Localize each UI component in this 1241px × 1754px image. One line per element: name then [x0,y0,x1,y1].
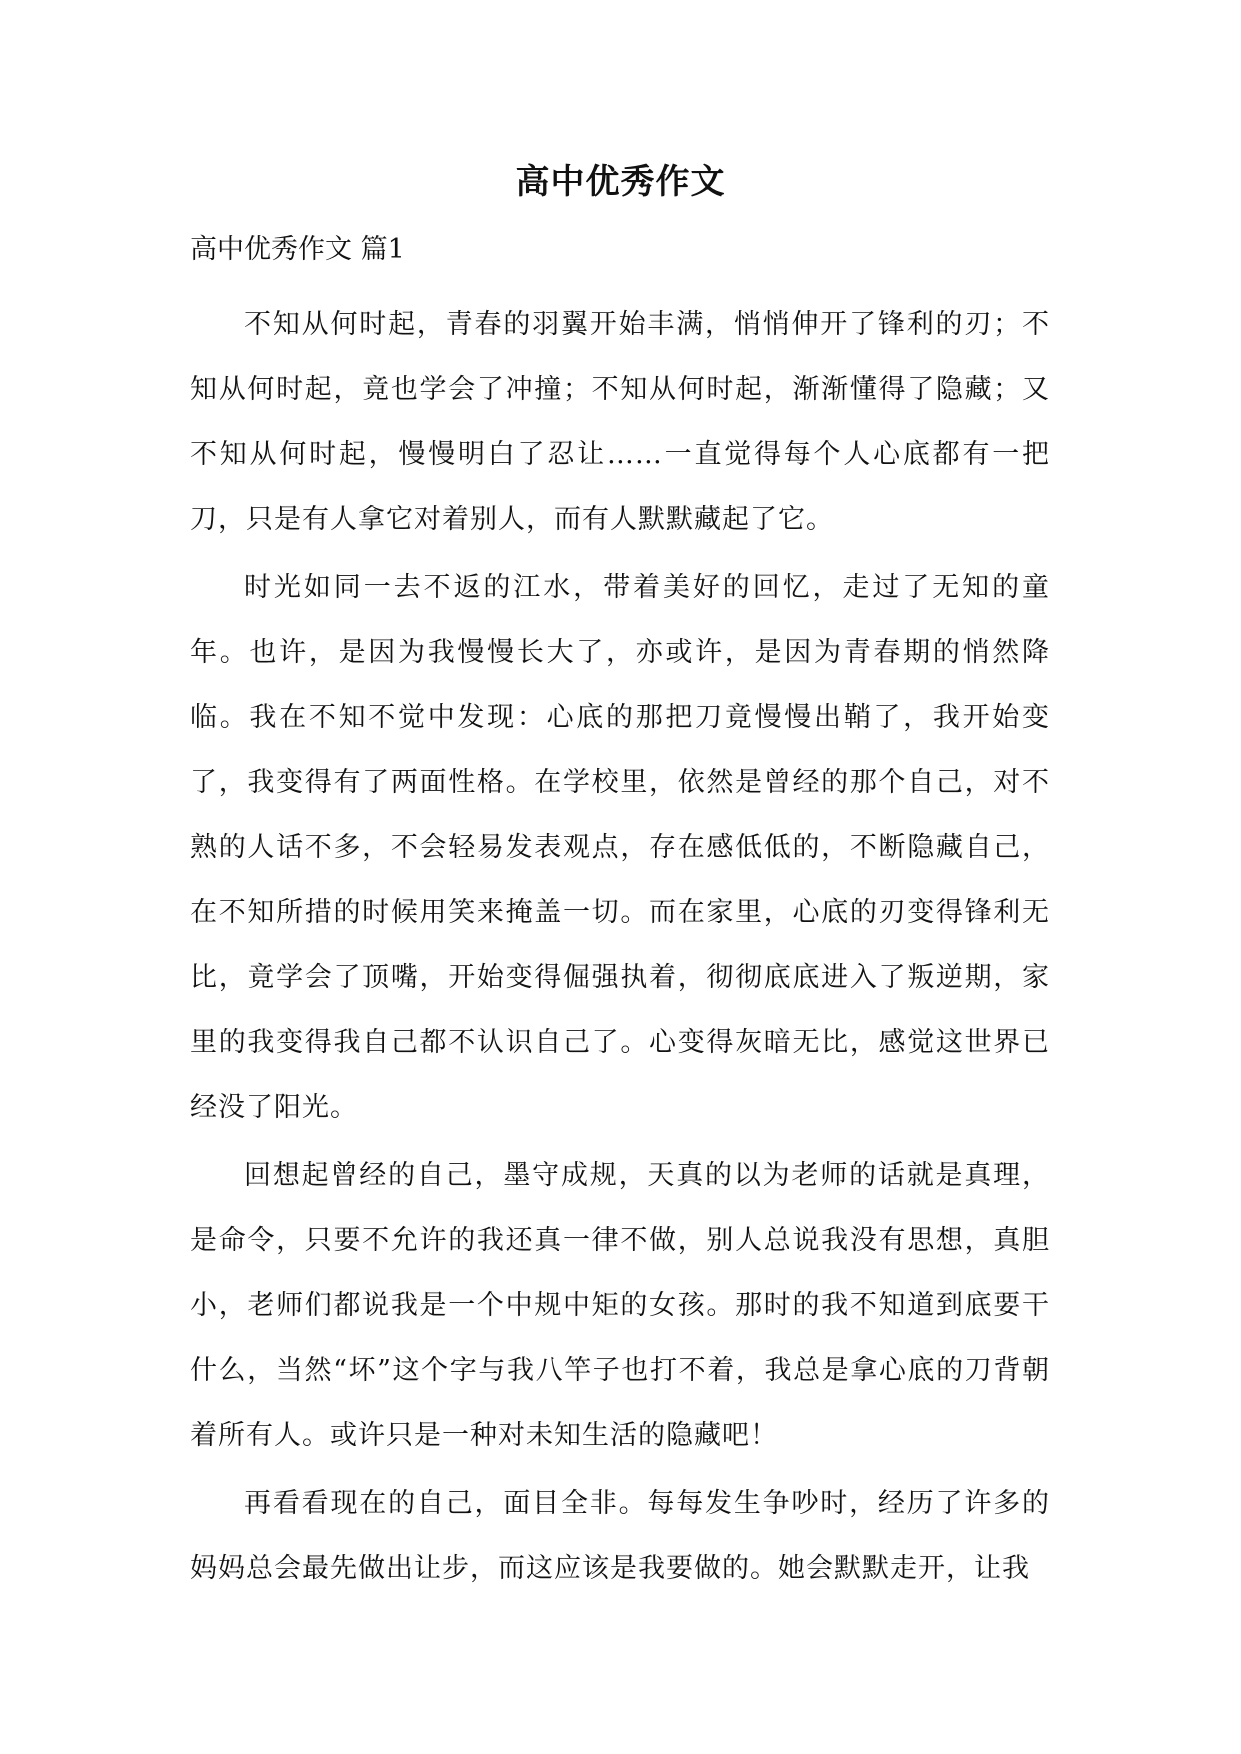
paragraph: 不知从何时起，青春的羽翼开始丰满，悄悄伸开了锋利的刃；不知从何时起，竟也学会了冲撞；不知从何时起，渐渐懂得了隐藏；又不知从何时起，慢慢明白了忍让……一直觉得每个人心底都有一把刀，只是有人拿它对着别人，而有人默默藏起了它。 [190,309,1050,535]
paragraph: 时光如同一去不返的江水，带着美好的回忆，走过了无知的童年。也许，是因为我慢慢长大了，亦或许，是因为青春期的悄然降临。我在不知不觉中发现：心底的那把刀竟慢慢出鞘了，我开始变了，我变得有了两面性格。在学校里，依然是曾经的那个自己，对不熟的人话不多，不会轻易发表观点，存在感低低的，不断隐藏自己，在不知所措的时候用笑来掩盖一切。而在家里，心底的刃变得锋利无比，竟学会了顶嘴，开始变得倔强执着，彻彻底底进入了叛逆期，家里的我变得我自己都不认识自己了。心变得灰暗无比，感觉这世界已经没了阳光。 [190,572,1050,1123]
paragraph: 再看看现在的自己，面目全非。每每发生争吵时，经历了许多的妈妈总会最先做出让步，而这应该是我要做的。她会默默走开，让我 [190,1488,1050,1584]
document-subtitle: 高中优秀作文 篇1 [190,234,405,265]
paragraph: 回想起曾经的自己，墨守成规，天真的以为老师的话就是真理，是命令，只要不允许的我还真一律不做，别人总说我没有思想，真胆小，老师们都说我是一个中规中矩的女孩。那时的我不知道到底要干什么，当然“坏”这个字与我八竿子也打不着，我总是拿心底的刀背朝着所有人。或许只是一种对未知生活的隐藏吧！ [190,1160,1050,1451]
document-title: 高中优秀作文 [515,162,726,202]
document-body [190,292,1050,1604]
